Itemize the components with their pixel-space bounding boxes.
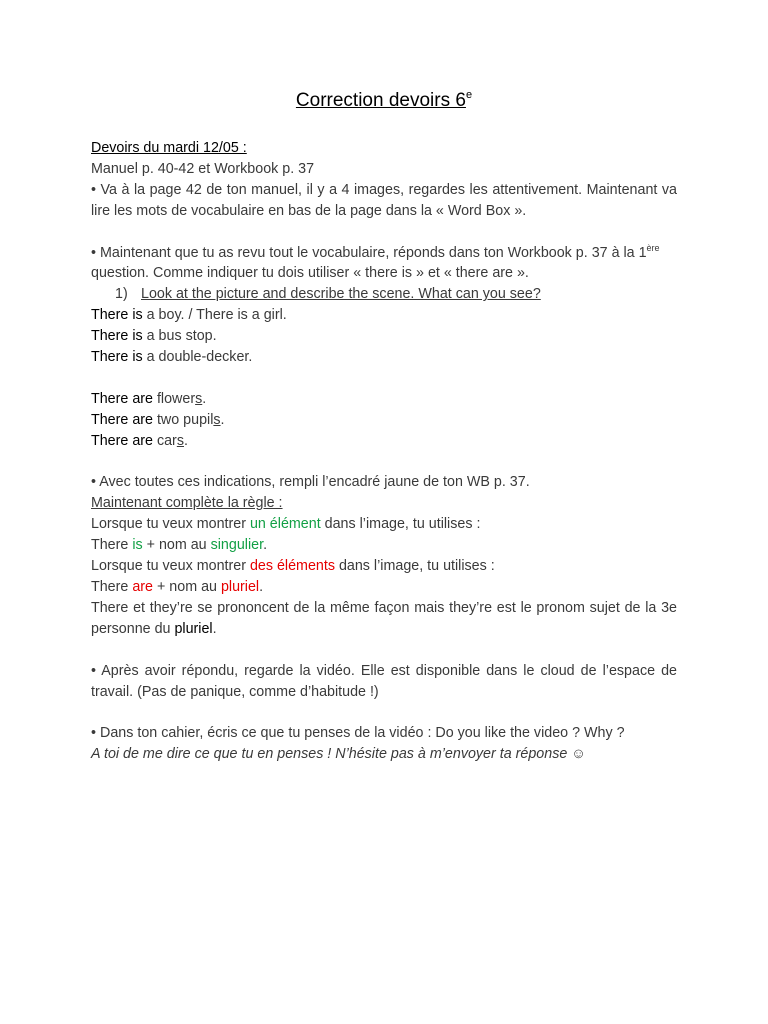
rule-text: . — [212, 620, 217, 637]
answer-line — [91, 326, 677, 347]
answer-text: car — [152, 432, 177, 449]
highlight-is: is — [132, 537, 143, 554]
rule-line-1 — [91, 514, 677, 535]
plural-s: s — [213, 411, 221, 428]
rule-line-4 — [91, 577, 677, 598]
plural-s: s — [176, 432, 184, 449]
rule-line-5 — [91, 598, 677, 640]
question-text: Look at the picture and describe the scene. What can you see? — [141, 286, 541, 303]
instruction-paragraph-4 — [91, 661, 677, 703]
plural-s: s — [195, 390, 203, 407]
there-is-phrase: There is — [91, 349, 143, 366]
title-superscript: e — [465, 89, 473, 101]
rule-text: Lorsque tu veux montrer — [91, 558, 250, 575]
rule-line-2 — [91, 535, 677, 556]
page-title — [0, 88, 768, 114]
answer-line — [91, 347, 677, 368]
spacer — [91, 640, 677, 661]
highlight-are: are — [132, 578, 153, 595]
instruction-paragraph-5 — [91, 723, 677, 744]
rule-heading: Maintenant complète la règle : — [91, 495, 283, 512]
rule-text: . — [263, 537, 268, 554]
highlight-pluriel: pluriel — [220, 578, 260, 595]
there-are-phrase: There are — [91, 432, 153, 449]
instruction-paragraph-3 — [91, 472, 677, 493]
bullet-icon: • — [91, 662, 97, 679]
answer-punct: . — [220, 411, 225, 428]
instruction-paragraph-2 — [91, 243, 677, 285]
spacer — [91, 368, 677, 389]
question-number: 1) — [115, 286, 128, 303]
bullet-icon: • — [91, 474, 97, 491]
highlight-plural: des éléments — [249, 558, 335, 575]
spacer — [91, 452, 677, 473]
rule-text: + nom au — [142, 537, 211, 554]
answer-text: a double-decker. — [142, 349, 253, 366]
rule-text: + nom au — [153, 578, 221, 595]
homework-heading: Devoirs du mardi 12/05 : — [91, 140, 247, 156]
instruction-text-1: Va à la page 42 de ton manuel, il y a 4 images, regardes les attentivement. Maintenant va lire les mots de vocabulaire en bas de la page dans la « Word Box ». — [91, 181, 677, 219]
answer-text: flower — [152, 390, 196, 407]
instruction-text-3: Avec toutes ces indications, rempli l’encadré jaune de ton WB p. 37. — [99, 474, 530, 491]
emphasis-pluriel: pluriel — [174, 620, 213, 637]
spacer — [91, 702, 677, 723]
closing-note: A toi de me dire ce que tu en penses ! N’hésite pas à m’envoyer ta réponse ☺ — [91, 746, 586, 763]
title-text: Correction devoirs 6 — [295, 90, 466, 111]
question-1 — [91, 284, 677, 305]
answer-punct: . — [183, 432, 188, 449]
bullet-icon: • — [91, 244, 97, 261]
answer-line — [91, 305, 677, 326]
there-are-phrase: There are — [91, 390, 153, 407]
answer-line — [91, 431, 677, 452]
there-is-phrase: There is — [91, 307, 143, 324]
rule-text: dans l’image, tu utilises : — [334, 558, 495, 575]
there-is-phrase: There is — [91, 328, 143, 345]
answer-punct: . — [202, 390, 207, 407]
rule-text: Lorsque tu veux montrer — [91, 516, 250, 533]
rule-text: . — [259, 578, 264, 595]
bullet-icon: • — [91, 725, 97, 742]
instruction-text-4: Après avoir répondu, regarde la vidéo. Elle est disponible dans le cloud de l’espace de travail. (Pas de panique, comme d’habitude !) — [91, 662, 677, 700]
answer-line — [91, 410, 677, 431]
answer-text: two pupil — [152, 411, 214, 428]
manual-reference: Manuel p. 40-42 et Workbook p. 37 — [91, 160, 315, 177]
instruction-paragraph-1 — [91, 180, 677, 222]
rule-text: There — [91, 578, 133, 595]
rule-text: There — [91, 537, 133, 554]
document-body — [91, 138, 677, 765]
instruction-text-2b: question. Comme indiquer tu dois utiliser « there is » et « there are ». — [91, 265, 529, 282]
highlight-singulier: singulier — [210, 537, 264, 554]
answer-text: a bus stop. — [142, 328, 217, 345]
bullet-icon: • — [91, 181, 97, 198]
there-are-phrase: There are — [91, 411, 153, 428]
highlight-singular: un élément — [249, 516, 321, 533]
rule-text: dans l’image, tu utilises : — [320, 516, 481, 533]
spacer — [91, 222, 677, 243]
ordinal-superscript: ère — [646, 242, 660, 253]
answer-text: a boy. / There is a girl. — [142, 307, 287, 324]
rule-line-3 — [91, 556, 677, 577]
instruction-text-2a: Maintenant que tu as revu tout le vocabulaire, réponds dans ton Workbook p. 37 à la 1 — [100, 244, 647, 261]
instruction-text-5: Dans ton cahier, écris ce que tu penses de la vidéo : Do you like the video ? Why ? — [100, 725, 625, 742]
answer-line — [91, 389, 677, 410]
rule-text: There et they’re se prononcent de la même façon mais they’re est le pronom sujet de la 3e personne du — [91, 599, 677, 637]
